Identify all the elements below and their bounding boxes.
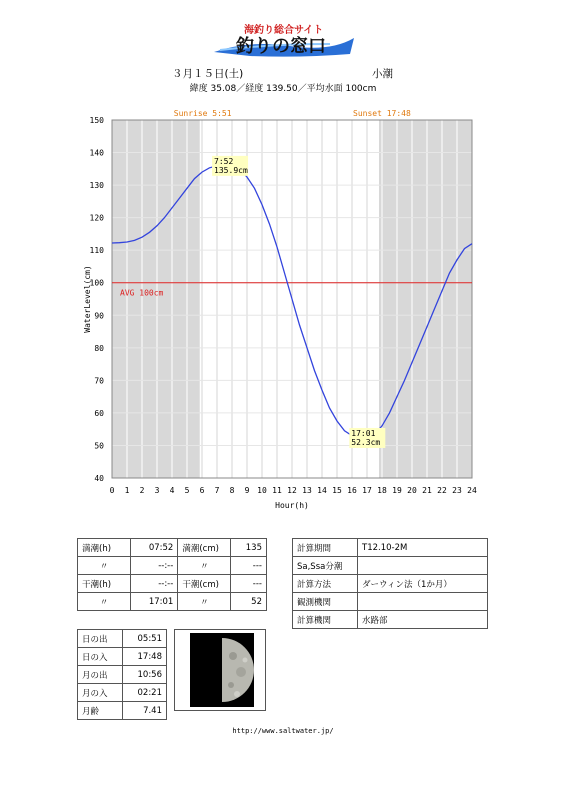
annotation-value: 52.3cm xyxy=(351,437,381,447)
table-cell: 07:52 xyxy=(131,539,178,557)
x-tick-label: 23 xyxy=(452,486,462,495)
table-cell: 計算機関 xyxy=(293,611,358,629)
sunrise-label: Sunrise 5:51 xyxy=(173,109,232,118)
table-cell: 月の入 xyxy=(78,684,123,702)
tide-annotation xyxy=(212,156,248,176)
x-tick-label: 20 xyxy=(407,486,417,495)
table-cell: 月齢 xyxy=(78,702,123,720)
svg-text:海釣り総合サイト: 海釣り総合サイト xyxy=(244,25,324,36)
tide-times-table xyxy=(77,538,267,611)
x-tick-label: 3 xyxy=(154,486,160,495)
table-cell: 〃 xyxy=(78,593,131,611)
x-tick-label: 18 xyxy=(377,486,387,495)
x-tick-label: 4 xyxy=(169,486,175,495)
x-tick-label: 21 xyxy=(422,486,432,495)
table-cell: 〃 xyxy=(178,557,231,575)
table-cell: --- xyxy=(231,557,267,575)
annotation-time: 17:01 xyxy=(351,428,376,438)
table-cell: 満潮(h) xyxy=(78,539,131,557)
table-cell: 10:56 xyxy=(123,666,167,684)
tide-annotation xyxy=(349,428,385,448)
table-cell: 17:48 xyxy=(123,648,167,666)
x-tick-label: 10 xyxy=(257,486,267,495)
x-tick-label: 0 xyxy=(109,486,115,495)
table-row xyxy=(293,575,488,593)
table-row xyxy=(293,611,488,629)
table-row xyxy=(78,666,167,684)
table-row xyxy=(78,593,267,611)
table-cell: 計算期間 xyxy=(293,539,358,557)
tide-chart xyxy=(0,100,566,520)
night-shade-evening xyxy=(379,120,472,478)
table-cell: --- xyxy=(231,575,267,593)
x-tick-label: 19 xyxy=(392,486,402,495)
table-cell: 日の出 xyxy=(78,630,123,648)
table-row xyxy=(78,630,167,648)
x-tick-label: 8 xyxy=(229,486,235,495)
y-tick-label: 150 xyxy=(89,116,104,125)
table-cell: --:-- xyxy=(131,575,178,593)
moon-phase-box xyxy=(174,629,266,711)
x-axis-label: Hour(h) xyxy=(275,501,309,510)
x-tick-label: 24 xyxy=(467,486,477,495)
site-logo xyxy=(210,22,355,58)
table-cell: 52 xyxy=(231,593,267,611)
y-tick-label: 110 xyxy=(89,246,104,256)
y-tick-label: 90 xyxy=(94,311,104,321)
y-tick-label: 130 xyxy=(89,181,104,191)
table-cell: 干潮(cm) xyxy=(178,575,231,593)
table-row xyxy=(293,557,488,575)
table-row xyxy=(78,684,167,702)
y-tick-label: 120 xyxy=(89,213,104,223)
table-row xyxy=(78,539,267,557)
x-tick-label: 1 xyxy=(124,486,130,495)
x-tick-label: 2 xyxy=(139,486,145,495)
annotation-value: 135.9cm xyxy=(214,165,248,175)
table-cell: 観測機関 xyxy=(293,593,358,611)
x-tick-label: 15 xyxy=(332,486,342,495)
date-label: ３月１５日(土) xyxy=(172,68,244,80)
table-cell: 7.41 xyxy=(123,702,167,720)
table-cell: 満潮(cm) xyxy=(178,539,231,557)
table-row xyxy=(293,539,488,557)
tide-type-label: 小潮 xyxy=(372,68,393,80)
table-row xyxy=(78,557,267,575)
x-tick-label: 17 xyxy=(362,486,372,495)
x-tick-label: 7 xyxy=(214,486,220,495)
y-tick-label: 70 xyxy=(94,376,104,386)
table-cell: Sa,Ssa分潮 xyxy=(293,557,358,575)
y-tick-label: 140 xyxy=(89,148,104,158)
x-tick-label: 14 xyxy=(317,486,327,495)
y-tick-label: 100 xyxy=(89,278,104,288)
table-row xyxy=(78,648,167,666)
x-tick-label: 13 xyxy=(302,486,312,495)
calc-info-table xyxy=(292,538,488,629)
table-cell: 干潮(h) xyxy=(78,575,131,593)
table-cell: 〃 xyxy=(178,593,231,611)
half-moon-icon xyxy=(175,630,265,710)
y-tick-label: 80 xyxy=(94,343,104,353)
y-tick-label: 50 xyxy=(94,441,104,451)
table-row xyxy=(78,575,267,593)
table-cell: 月の出 xyxy=(78,666,123,684)
sunset-label: Sunset 17:48 xyxy=(353,109,411,118)
footer-url[interactable]: http://www.saltwater.jp/ xyxy=(232,727,334,735)
x-tick-label: 9 xyxy=(244,486,250,495)
table-cell: 05:51 xyxy=(123,630,167,648)
x-tick-label: 5 xyxy=(184,486,190,495)
location-line: 緯度 35.08／経度 139.50／平均水面 100cm xyxy=(189,84,377,94)
table-cell: --:-- xyxy=(131,557,178,575)
avg-label: AVG 100cm xyxy=(120,288,164,298)
x-tick-label: 6 xyxy=(199,486,205,495)
table-cell: 〃 xyxy=(78,557,131,575)
table-cell: T12.10-2M xyxy=(358,539,488,557)
y-axis-label: WaterLevel(cm) xyxy=(83,265,92,333)
table-row xyxy=(293,593,488,611)
x-tick-label: 12 xyxy=(287,486,297,495)
table-cell: 水路部 xyxy=(358,611,488,629)
table-cell: ダーウィン法（1か月） xyxy=(358,575,488,593)
table-cell: 日の入 xyxy=(78,648,123,666)
table-cell: 02:21 xyxy=(123,684,167,702)
annotation-time: 7:52 xyxy=(214,156,234,166)
y-tick-label: 60 xyxy=(94,408,104,418)
y-tick-label: 40 xyxy=(94,474,104,483)
sun-moon-table xyxy=(77,629,167,720)
x-tick-label: 11 xyxy=(272,486,282,495)
table-cell: 135 xyxy=(231,539,267,557)
svg-text:釣りの窓口: 釣りの窓口 xyxy=(236,36,326,57)
table-cell xyxy=(358,557,488,575)
table-cell: 計算方法 xyxy=(293,575,358,593)
x-tick-label: 22 xyxy=(437,486,447,495)
table-cell xyxy=(358,593,488,611)
table-cell: 17:01 xyxy=(131,593,178,611)
table-row xyxy=(78,702,167,720)
x-tick-label: 16 xyxy=(347,486,357,495)
